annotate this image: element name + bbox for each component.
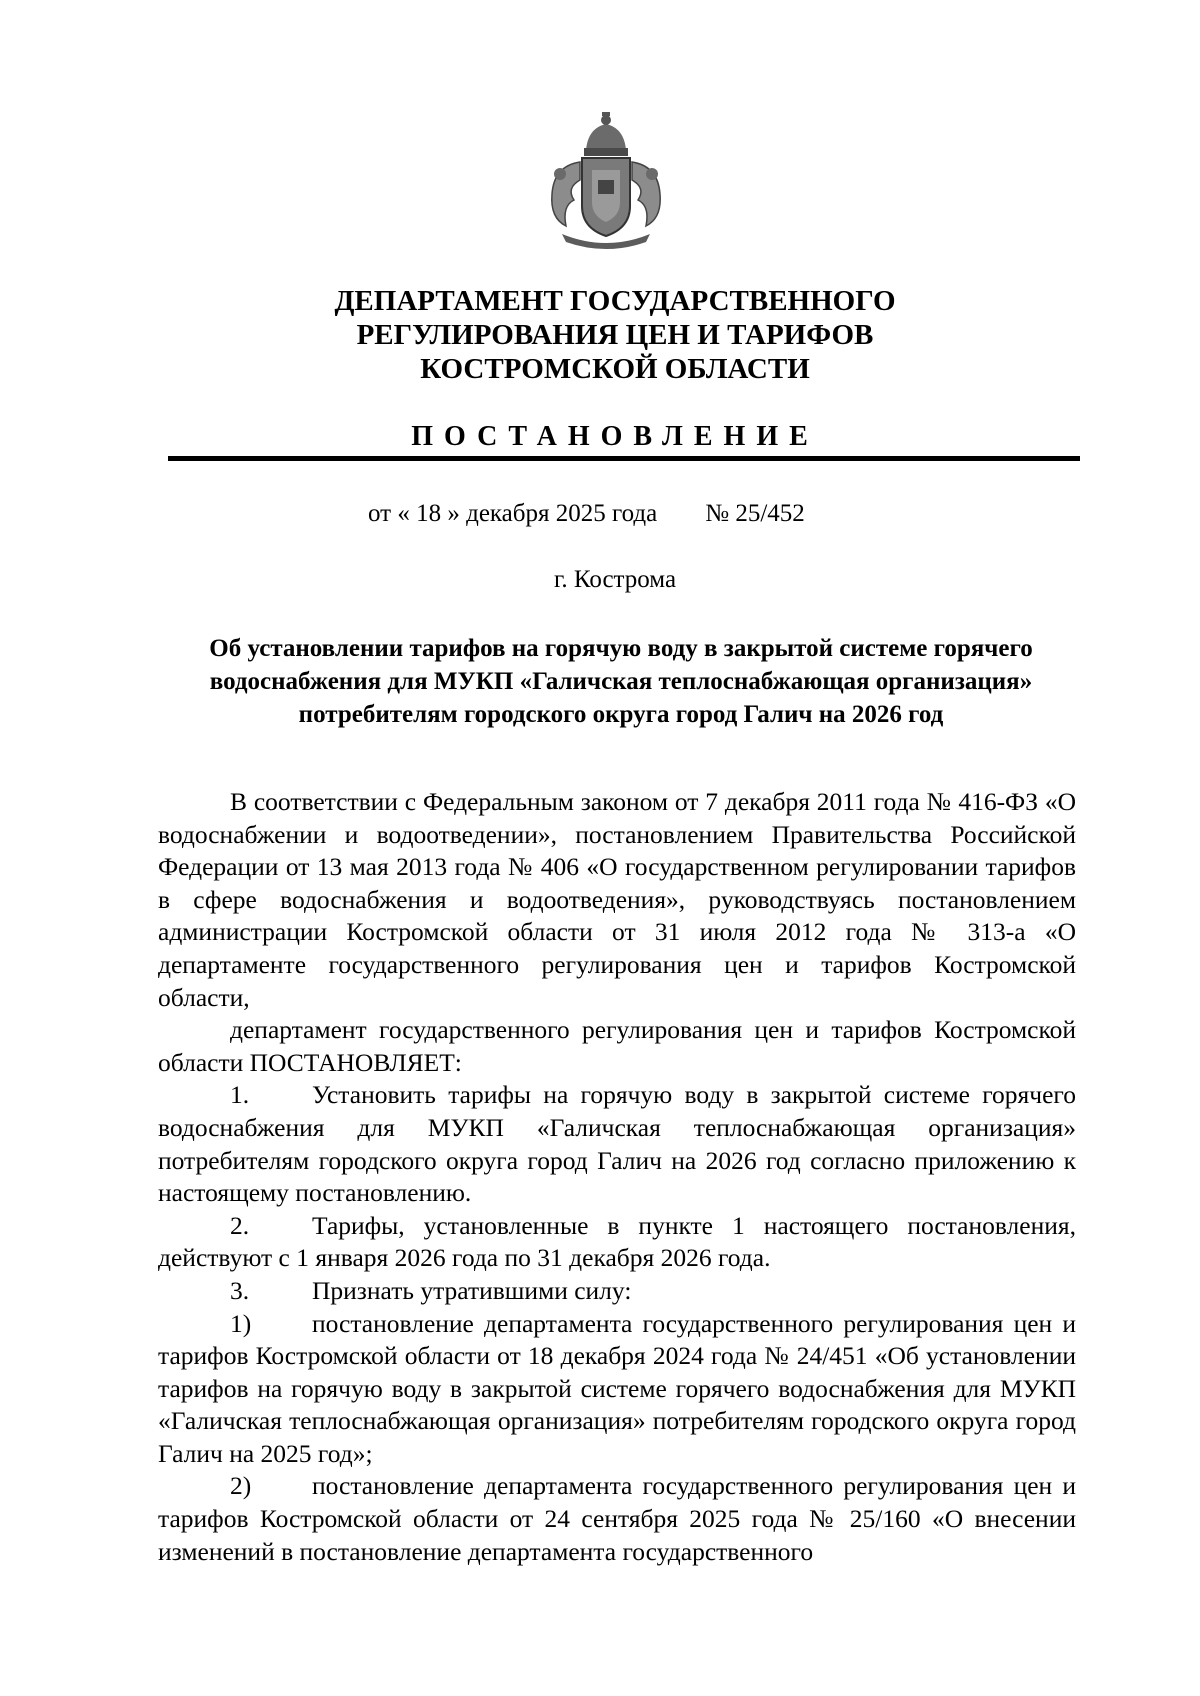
document-date: от « 18 » декабря 2025 года [368,500,658,527]
title-line: водоснабжения для МУКП «Галичская теплоснабжающая организация» [209,668,1033,695]
department-line: ДЕПАРТАМЕНТ ГОСУДАРСТВЕННОГО [334,285,896,317]
document-body [158,786,1076,1568]
item-text: Тарифы, установленные в пункте 1 настоящего постановления, действуют с 1 января 2026 года по 31 декабря 2026 года. [158,1210,1076,1273]
item-number: 1) [230,1308,252,1338]
title-line: Об установлении тарифов на горячую воду в закрытой системе горячего [209,635,1033,662]
department-line: РЕГУЛИРОВАНИЯ ЦЕН И ТАРИФОВ [356,319,874,351]
document-city: г. Кострома [553,566,677,593]
item-number: 3. [230,1275,250,1305]
list-item [158,1308,1076,1471]
document-type: ПОСТАНОВЛЕНИЕ [411,421,819,452]
resolves-paragraph: департамент государственного регулирования цен и тарифов Костромской области ПОСТАНОВЛЯЕТ: [158,1015,1076,1077]
list-item [158,1275,1076,1308]
list-item [158,1470,1076,1568]
header-divider [168,456,1080,461]
item-text: Признать утратившими силу: [312,1275,632,1305]
list-item [158,1210,1076,1275]
coat-of-arms-icon [536,110,676,255]
date-line [368,498,805,530]
item-text: постановление департамента государственного регулирования цен и тарифов Костромской области от 24 сентября 2025 года № 25/160 «О внесении изменений в постановление департамента государственного [158,1471,1076,1566]
document-title [158,632,1084,731]
item-text: постановление департамента государственного регулирования цен и тарифов Костромской области от 18 декабря 2024 года № 24/451 «Об установлении тарифов на горячую воду в закрытой системе горячего водоснабжения для МУКП «Галичская теплоснабжающая организация» потребителям городского округа город Галич на 2025 год»; [158,1308,1076,1468]
department-name [150,284,1080,386]
department-line: КОСТРОМСКОЙ ОБЛАСТИ [420,353,810,385]
list-item [158,1079,1076,1209]
item-text: Установить тарифы на горячую воду в закрытой системе горячего водоснабжения для МУКП «Галичская теплоснабжающая организация» потребителям городского округа город Галич на 2026 год согласно приложению к настоящему постановлению. [158,1080,1076,1208]
preamble-paragraph: В соответствии с Федеральным законом от 7 декабря 2011 года № 416-ФЗ «О водоснабжении и водоотведении», постановлением Правительства Российской Федерации от 13 мая 2013 года № 406 «О государственном регулировании тарифов в сфере водоснабжения и водоотведения», руководствуясь постановлением администрации Костромской области от 31 июля 2012 года № 313-а «О департаменте государственного регулирования цен и тарифов Костромской области, [158,787,1076,1012]
item-number: 2) [230,1471,252,1501]
document-number: № 25/452 [705,500,805,527]
item-number: 2. [230,1210,250,1240]
item-number: 1. [230,1080,250,1110]
title-line: потребителям городского округа город Галич на 2026 год [298,701,944,728]
